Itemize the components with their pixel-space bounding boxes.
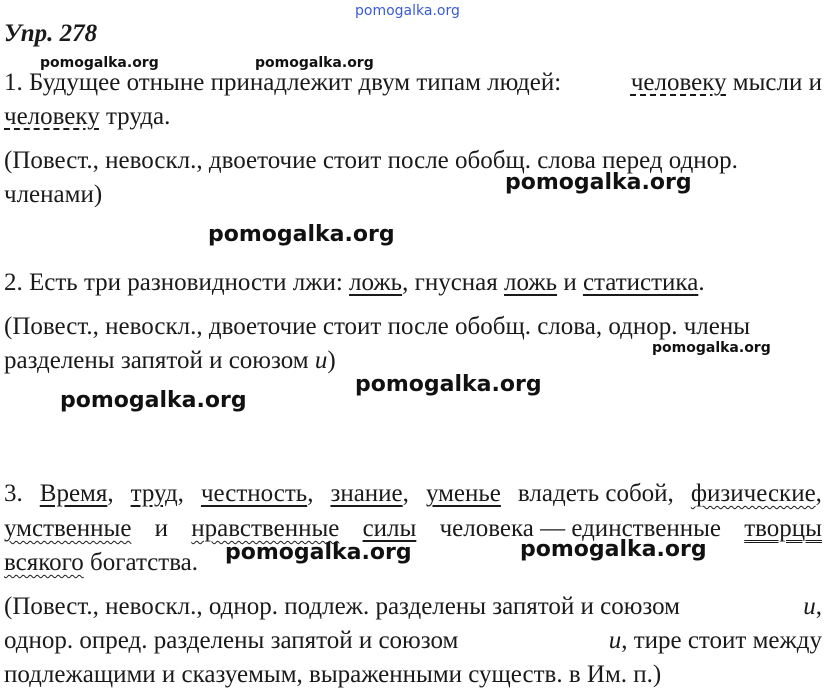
subject-word: человеку [630, 69, 727, 96]
punct: , [307, 480, 314, 507]
sentence-text: мысли и [732, 69, 822, 96]
sentence-2-note-line-1 [4, 314, 822, 339]
note-text: , тире стоит между [621, 627, 822, 654]
punct: , [815, 480, 822, 507]
sentence-1-note-line-2 [4, 182, 102, 207]
subject-word: силы [362, 515, 417, 542]
sentence-3-line-1 [4, 481, 822, 506]
watermark: pomogalka.org [40, 55, 159, 71]
subject-word: ложь [349, 269, 403, 296]
sentence-1-note-line-1 [4, 148, 822, 173]
note-text: членами) [4, 181, 103, 208]
note-text: разделены запятой и союзом [4, 347, 309, 374]
subject-word: знание [330, 480, 403, 507]
sentence-1-line-2 [4, 104, 170, 129]
note-italic: и [608, 627, 622, 654]
watermark: pomogalka.org [505, 170, 692, 195]
watermark: pomogalka.org [208, 222, 395, 247]
watermark: pomogalka.org [255, 55, 374, 71]
watermark: pomogalka.org [225, 540, 412, 565]
sentence-3-note-line-3 [4, 662, 661, 687]
punct: , [107, 480, 114, 507]
watermark-top: pomogalka.org [355, 3, 460, 19]
subject-word: труд [130, 480, 178, 507]
attribute-word: всякого [4, 549, 84, 576]
note-text: ) [327, 347, 336, 374]
punct: , [177, 480, 184, 507]
predicate-word: творцы [744, 515, 822, 542]
sentence-text: , гнусная [402, 269, 498, 296]
sentence-3-note-line-2 [4, 628, 822, 653]
sentence-3-note-line-1 [4, 594, 822, 619]
attribute-word: нравственные [191, 515, 340, 542]
note-text: (Повест., невоскл., двоеточие стоит после обобщ. слова перед однор. [4, 147, 738, 174]
note-italic: и [314, 347, 328, 374]
note-text: , [815, 593, 822, 620]
sentence-2-line-1 [4, 270, 705, 295]
note-text: (Повест., невоскл., однор. подлеж. разделены запятой и союзом [4, 593, 681, 620]
watermark: pomogalka.org [652, 340, 771, 356]
sentence-text: и [154, 515, 169, 542]
sentence-text: владеть собой, [517, 480, 674, 507]
watermark: pomogalka.org [355, 372, 542, 397]
watermark: pomogalka.org [520, 537, 707, 562]
sentence-2-note-line-2 [4, 348, 336, 373]
note-text: (Повест., невоскл., двоеточие стоит после обобщ. слова, однор. члены [4, 313, 751, 340]
sentence-1-line-1 [4, 70, 822, 95]
attribute-word: умственные [4, 515, 132, 542]
subject-word: человеку [4, 103, 100, 130]
subject-word: ложь [504, 269, 558, 296]
sentence-text: . [698, 269, 705, 296]
note-text: однор. опред. разделены запятой и союзом [4, 627, 459, 654]
sentence-text: 3. [4, 480, 23, 507]
sentence-text: 1. Будущее отныне принадлежит двум типам людей: [4, 69, 562, 96]
subject-word: уменье [425, 480, 501, 507]
subject-word: честность [200, 480, 308, 507]
sentence-text: 2. Есть три разновидности лжи: [4, 269, 343, 296]
punct: , [402, 480, 409, 507]
subject-word: Время [39, 480, 108, 507]
exercise-title: Упр. 278 [4, 20, 98, 47]
attribute-word: физические [690, 480, 816, 507]
subject-word: статистика [582, 269, 699, 296]
watermark: pomogalka.org [60, 388, 247, 413]
note-text: подлежащими и сказуемым, выраженными существ. в Им. п.) [4, 661, 662, 688]
sentence-3-line-3 [4, 550, 198, 575]
sentence-text: и [563, 269, 577, 296]
note-italic: и [803, 593, 816, 620]
sentence-text: труда. [105, 103, 171, 130]
sentence-text: человека — единственные [439, 515, 721, 542]
sentence-3-line-2 [4, 516, 822, 541]
sentence-text: богатства. [90, 549, 199, 576]
